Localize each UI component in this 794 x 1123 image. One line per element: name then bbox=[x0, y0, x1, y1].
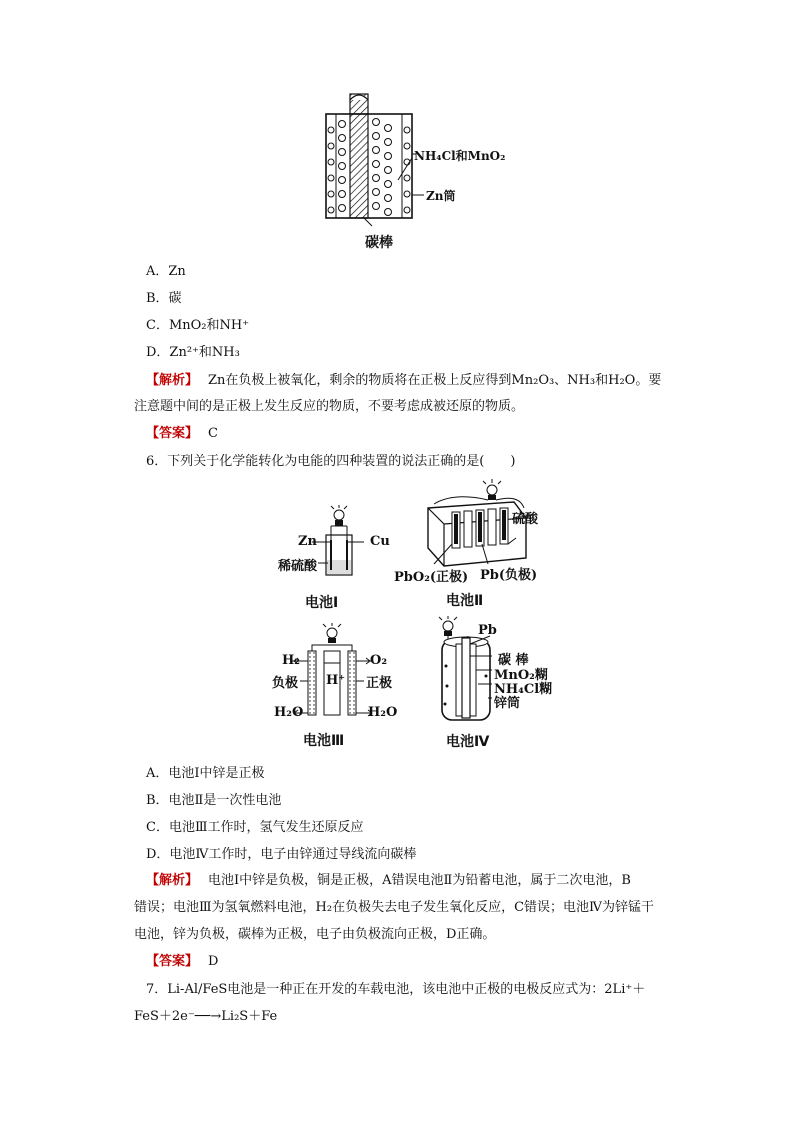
caption-cell-4: 电池Ⅳ bbox=[446, 734, 490, 750]
q6-answer-tag: 【答案】 bbox=[146, 954, 199, 969]
cell3-label-h2: H₂ bbox=[282, 653, 300, 668]
q5-option-c: C．MnO₂和NH⁺ bbox=[146, 318, 250, 333]
q5-answer-value: C bbox=[208, 426, 218, 441]
q6-option-c: C．电池Ⅲ工作时，氢气发生还原反应 bbox=[146, 820, 364, 835]
cell-3-figure bbox=[272, 623, 402, 723]
q5-analysis-tag: 【解析】 bbox=[146, 373, 199, 388]
q5-answer bbox=[146, 425, 218, 443]
cell3-label-h2o-left: H₂O bbox=[274, 705, 304, 720]
cell4-label-rod: 碳 棒 bbox=[498, 653, 529, 668]
cell-4-figure bbox=[434, 616, 564, 726]
cell1-label-zn: Zn bbox=[298, 534, 317, 549]
label-nh4cl-mno2: NH₄Cl和MnO₂ bbox=[414, 149, 506, 163]
cell-2-figure bbox=[394, 478, 554, 588]
q5-option-d: D．Zn²⁺和NH₃ bbox=[146, 345, 240, 360]
cell4-label-mno2: MnO₂糊 bbox=[494, 668, 548, 683]
cell3-label-hplus: H⁺ bbox=[326, 673, 346, 688]
cell3-label-h2o-right: H₂O bbox=[368, 705, 398, 720]
cell3-label-o2: O₂ bbox=[370, 653, 388, 668]
cell4-label-nh4cl: NH₄Cl糊 bbox=[494, 682, 553, 697]
dry-cell-figure bbox=[318, 92, 518, 227]
cell3-label-neg: 负极 bbox=[272, 676, 299, 691]
cell4-label-zn: 锌筒 bbox=[494, 696, 521, 711]
q6-answer-value: D bbox=[208, 954, 219, 969]
q5-option-b: B．碳 bbox=[146, 291, 182, 306]
cell3-label-pos: 正极 bbox=[366, 676, 393, 691]
label-zn-can: Zn筒 bbox=[426, 189, 456, 203]
q6-analysis-line1 bbox=[146, 872, 631, 890]
q6-stem: 6．下列关于化学能转化为电能的四种装置的说法正确的是( ) bbox=[146, 454, 516, 469]
q5-analysis-line2: 注意题中间的是正极上发生反应的物质，不要考虑成被还原的物质。 bbox=[134, 399, 525, 414]
q5-answer-tag: 【答案】 bbox=[146, 426, 199, 441]
q6-option-a: A．电池Ⅰ中锌是正极 bbox=[146, 766, 265, 781]
q6-option-d: D．电池Ⅳ工作时，电子由锌通过导线流向碳棒 bbox=[146, 847, 417, 862]
caption-cell-1: 电池Ⅰ bbox=[305, 595, 339, 611]
cell-1-figure bbox=[278, 505, 398, 585]
q5-analysis-line1 bbox=[146, 372, 661, 390]
cell1-label-acid: 稀硫酸 bbox=[278, 559, 318, 574]
cell4-label-pb: Pb bbox=[478, 623, 497, 638]
cell2-label-acid: 硫酸 bbox=[512, 512, 539, 527]
q6-analysis-tag: 【解析】 bbox=[146, 873, 199, 888]
q6-answer bbox=[146, 953, 218, 971]
cell1-label-cu: Cu bbox=[370, 534, 390, 549]
caption-cell-2: 电池Ⅱ bbox=[446, 593, 484, 609]
q6-option-b: B．电池Ⅱ是一次性电池 bbox=[146, 793, 282, 808]
cell2-label-pb: Pb(负极) bbox=[480, 568, 538, 583]
cell2-label-pbo2: PbO₂(正极) bbox=[394, 570, 469, 585]
q6-analysis-line3: 电池，锌为负极，碳棒为正极，电子由负极流向正极，D正确。 bbox=[134, 927, 496, 942]
q5-option-a: A．Zn bbox=[146, 264, 186, 279]
caption-carbon-rod: 碳棒 bbox=[365, 235, 393, 251]
q7-line2: FeS＋2e⁻──→Li₂S＋Fe bbox=[134, 1009, 278, 1024]
q5-analysis-text1: Zn在负极上被氧化，剩余的物质将在正极上反应得到Mn₂O₃、NH₃和H₂O。要 bbox=[208, 373, 662, 388]
q7-line1: 7．Li-Al/FeS电池是一种正在开发的车载电池，该电池中正极的电极反应式为：2Li⁺＋ bbox=[146, 982, 646, 997]
q6-analysis-text1: 电池Ⅰ中锌是负极，铜是正极，A错误电池Ⅱ为铅蓄电池，属于二次电池，B bbox=[208, 873, 631, 888]
q6-analysis-line2: 错误；电池Ⅲ为氢氧燃料电池，H₂在负极失去电子发生氧化反应，C错误；电池Ⅳ为锌锰干 bbox=[134, 900, 655, 915]
caption-cell-3: 电池Ⅲ bbox=[303, 733, 345, 749]
